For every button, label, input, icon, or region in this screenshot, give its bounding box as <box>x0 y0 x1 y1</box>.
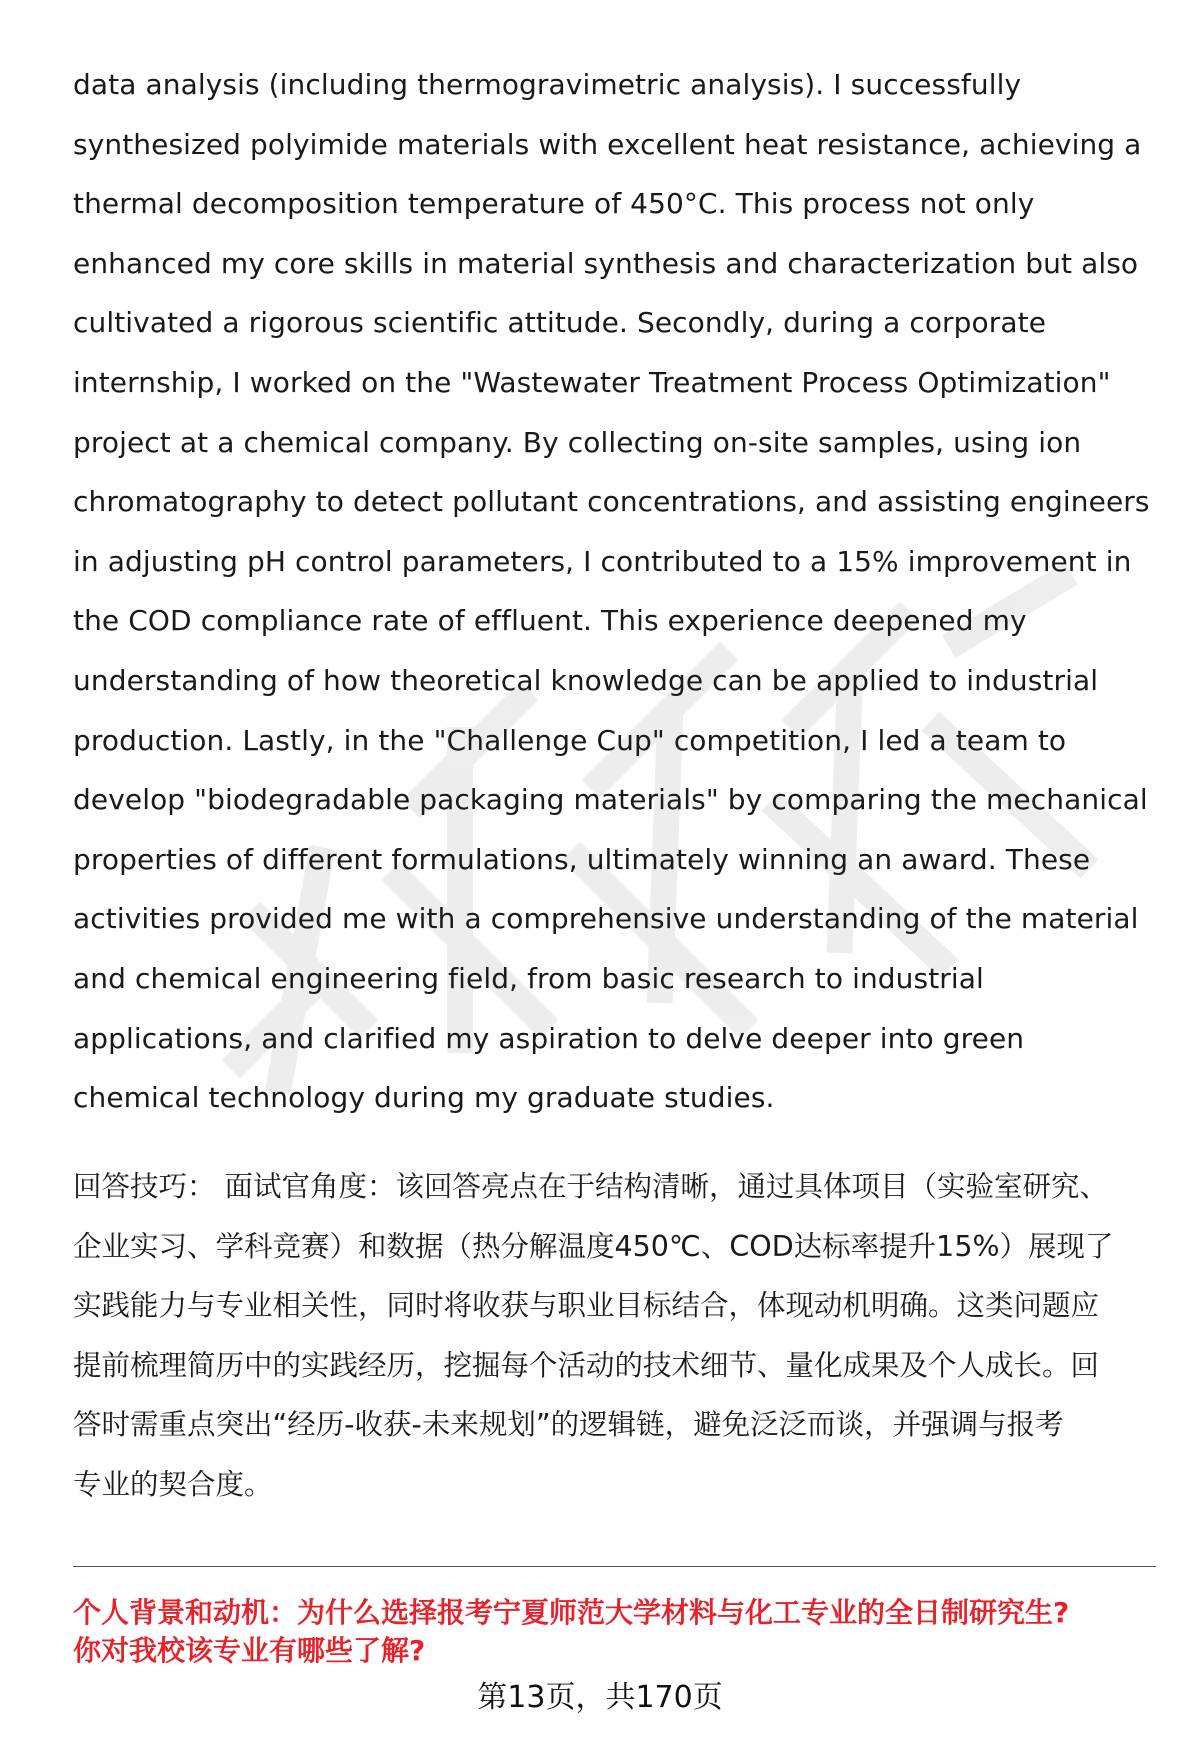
paragraph-line: activities provided me with a comprehensive understanding of the material <box>73 902 1139 936</box>
paragraph-line: thermal decomposition temperature of 450°C. This process not only <box>73 187 1035 221</box>
paragraph-line: project at a chemical company. By collecting on-site samples, using ion <box>73 425 1082 459</box>
question-line: 个人背景和动机：为什么选择报考宁夏师范大学材料与化工专业的全日制研究生? <box>73 1596 1070 1629</box>
tips-line: 实践能力与专业相关性，同时将收获与职业目标结合，体现动机明确。这类问题应 <box>73 1289 1100 1323</box>
paragraph-line: understanding of how theoretical knowledge can be applied to industrial <box>73 663 1099 697</box>
paragraph-line: in adjusting pH control parameters, I contributed to a 15% improvement in <box>73 544 1132 578</box>
tips-line: 回答技巧： 面试官角度：该回答亮点在于结构清晰，通过具体项目（实验室研究、 <box>73 1170 1109 1203</box>
tips-line: 答时需重点突出“经历-收获-未来规划”的逻辑链，避免泛泛而谈，并强调与报考 <box>73 1408 1064 1442</box>
paragraph-line: and chemical engineering field, from basic research to industrial <box>73 961 984 995</box>
tips-line: 专业的契合度。 <box>73 1467 273 1501</box>
question-line: 你对我校该专业有哪些了解? <box>73 1634 426 1667</box>
paragraph-line: internship, I worked on the "Wastewater Treatment Process Optimization" <box>73 365 1111 399</box>
paragraph-line: chemical technology during my graduate studies. <box>73 1081 775 1115</box>
paragraph-line: synthesized polyimide materials with excellent heat resistance, achieving a <box>73 127 1142 161</box>
paragraph-line: chromatography to detect pollutant concentrations, and assisting engineers <box>73 485 1150 519</box>
paragraph-line: develop "biodegradable packaging materials" by comparing the mechanical <box>73 783 1148 817</box>
paragraph-line: data analysis (including thermogravimetric analysis). I successfully <box>73 68 1022 101</box>
paragraph-line: the COD compliance rate of effluent. This experience deepened my <box>73 604 1027 638</box>
section-divider <box>73 1566 1156 1567</box>
paragraph-line: properties of different formulations, ultimately winning an award. These <box>73 842 1091 876</box>
paragraph-line: enhanced my core skills in material synthesis and characterization but also <box>73 246 1139 280</box>
paragraph-line: applications, and clarified my aspiration to delve deeper into green <box>73 1021 1025 1055</box>
paragraph-line: cultivated a rigorous scientific attitude. Secondly, during a corporate <box>73 306 1047 340</box>
paragraph-line: production. Lastly, in the "Challenge Cup" competition, I led a team to <box>73 723 1067 757</box>
next-question-heading <box>73 1594 1163 1670</box>
tips-line: 企业实习、学科竞赛）和数据（热分解温度450℃、COD达标率提升15%）展现了 <box>73 1229 1114 1263</box>
page-number: 第13页，共170页 <box>477 1680 723 1715</box>
tips-line: 提前梳理简历中的实践经历，挖掘每个活动的技术细节、量化成果及个人成长。回 <box>73 1348 1100 1382</box>
answer-paragraph <box>73 55 1163 1128</box>
answer-tips <box>73 1157 1163 1515</box>
